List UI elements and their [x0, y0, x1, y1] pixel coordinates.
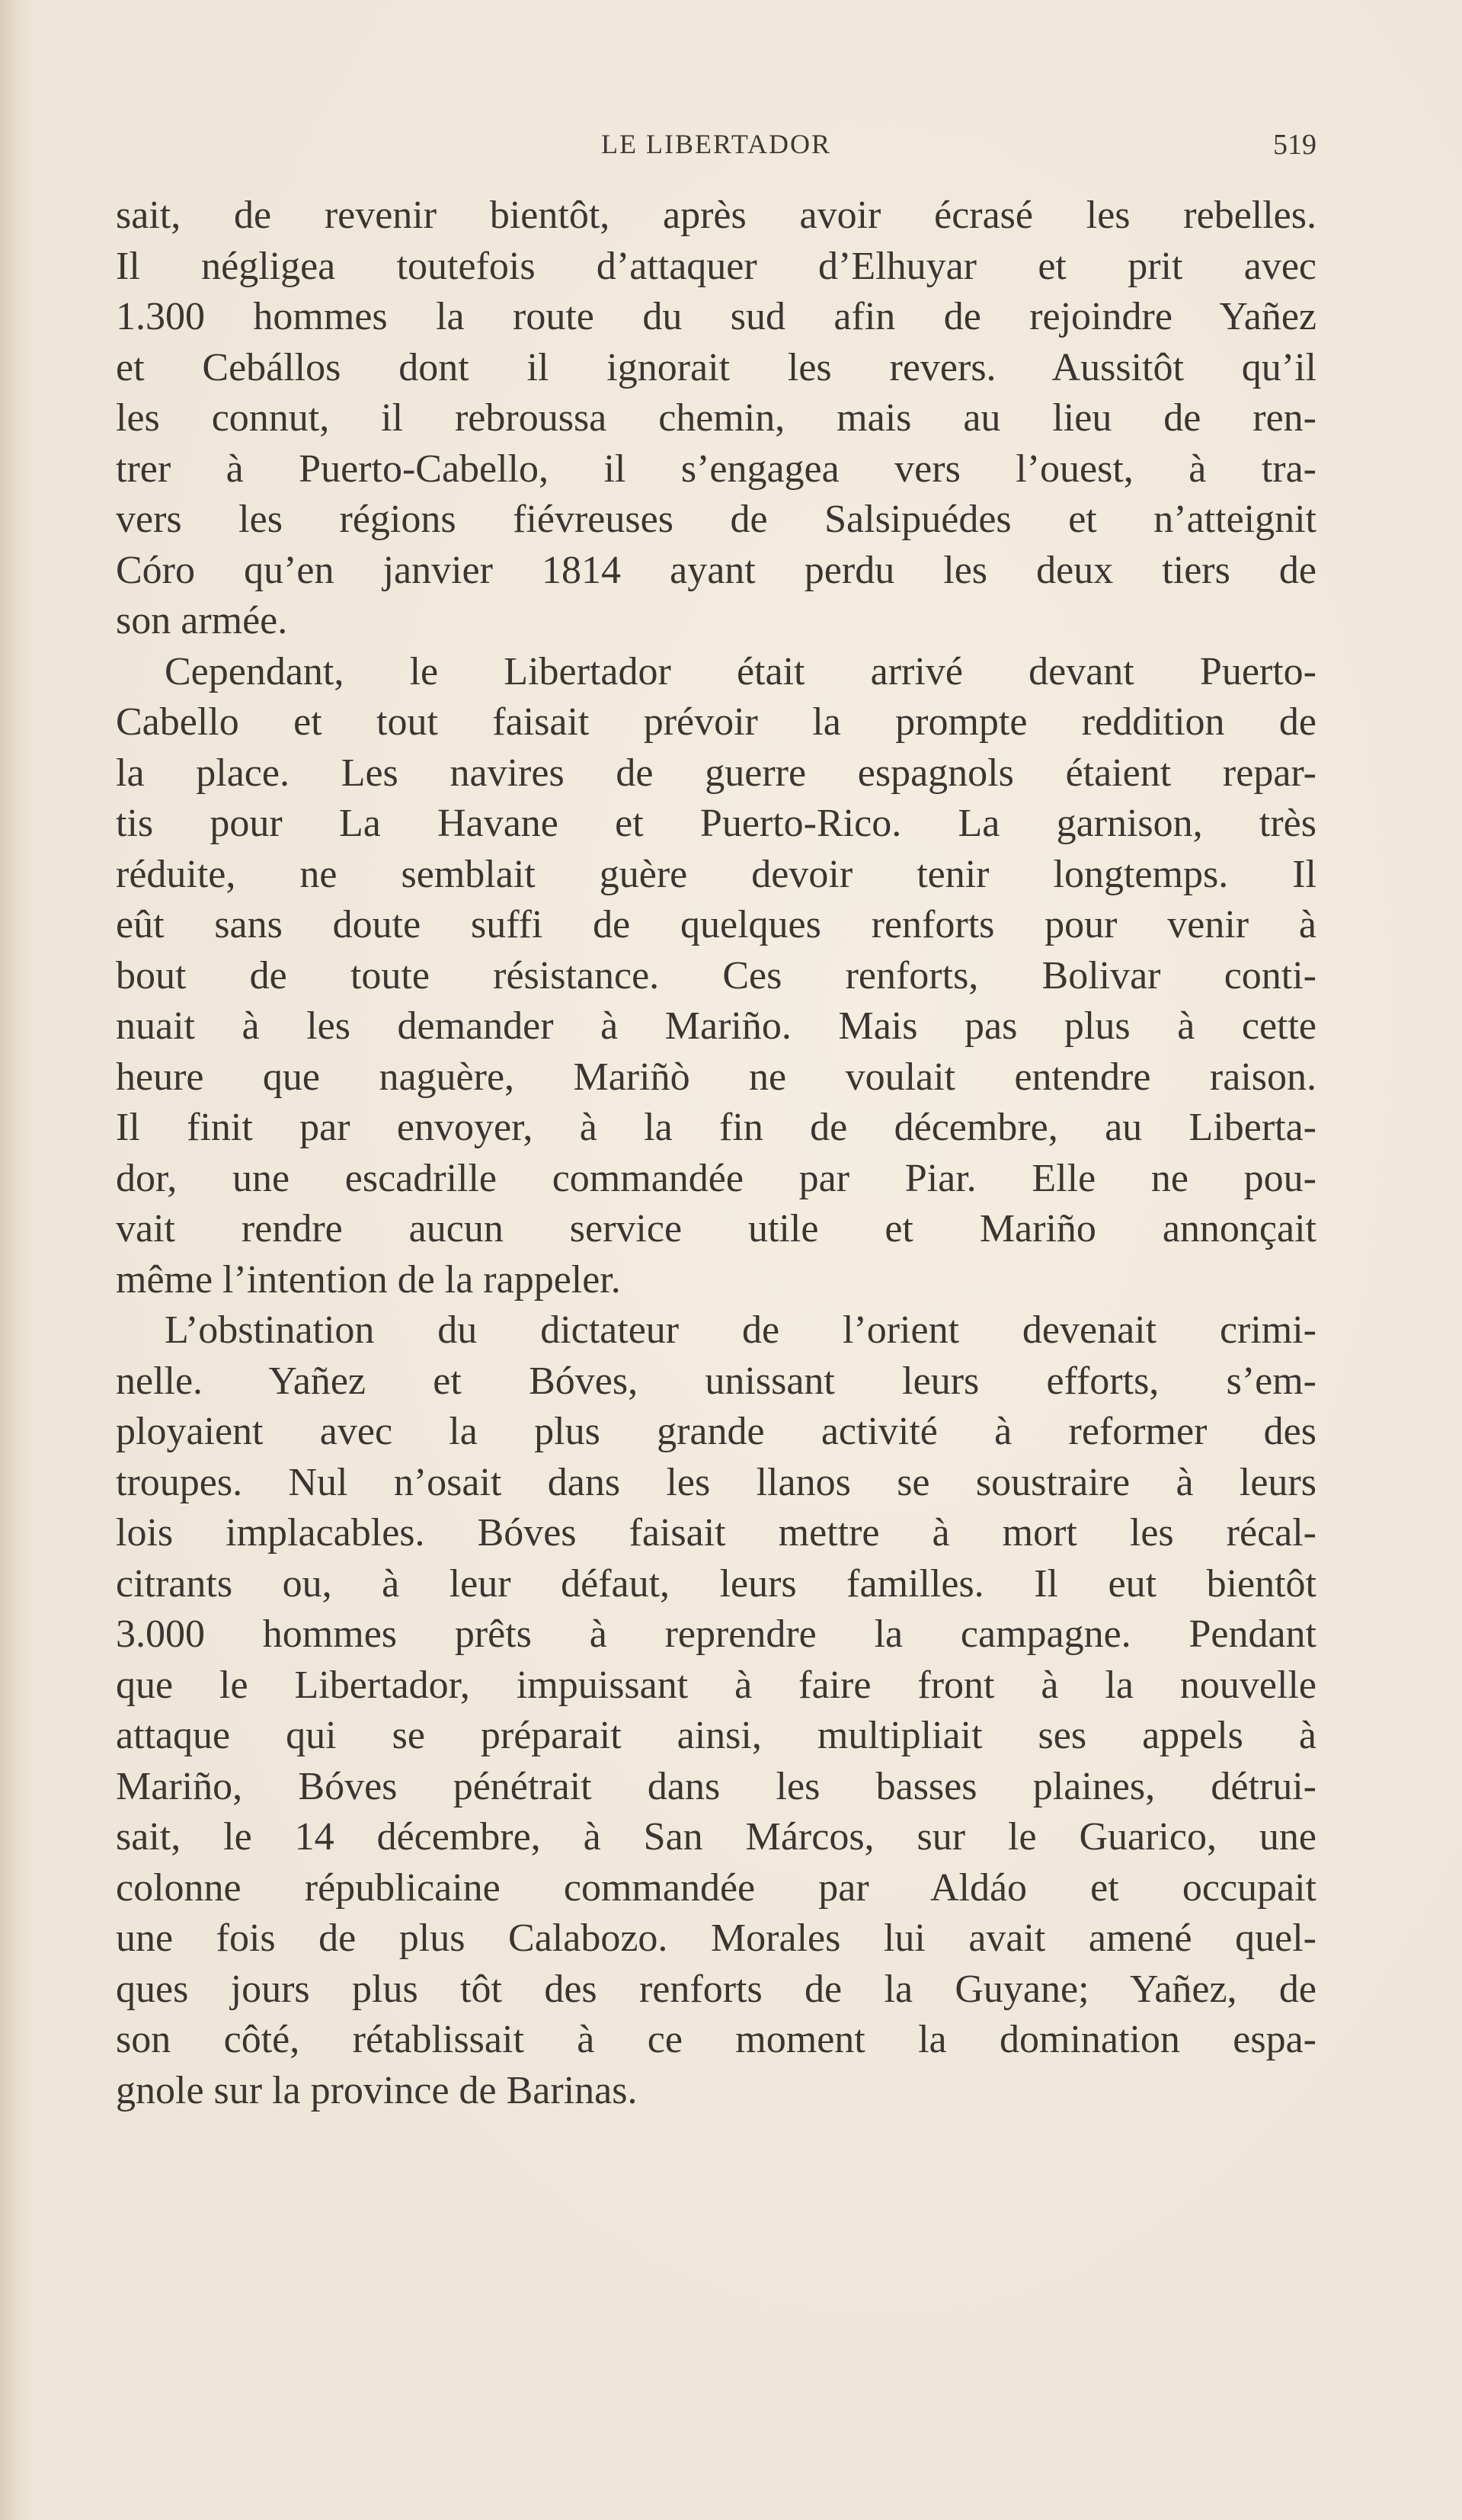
text-line: et Cebállos dont il ignorait les revers. Aussitôt qu’il [116, 345, 1316, 389]
body-text [116, 191, 1316, 2116]
text-line: la place. Les navires de guerre espagnols étaient repar- [116, 751, 1316, 795]
text-line: Cabello et tout faisait prévoir la prompte reddition de [116, 700, 1316, 744]
text-line: Il négligea toutefois d’attaquer d’Elhuyar et prit avec [116, 244, 1316, 288]
text-line: 1.300 hommes la route du sud afin de rejoindre Yañez [116, 295, 1316, 338]
text-line: attaque qui se préparait ainsi, multipliait ses appels à [116, 1714, 1316, 1757]
page-binding-edge [0, 0, 34, 2520]
text-line: Mariño, Bóves pénétrait dans les basses plaines, détrui- [116, 1764, 1316, 1808]
paragraph-end-line: même l’intention de la rappeler. [116, 1257, 621, 1302]
text-line: trer à Puerto-Cabello, il s’engagea vers l’ouest, à tra- [116, 447, 1316, 491]
text-line: son côté, rétablissait à ce moment la domination espa- [116, 2018, 1316, 2061]
text-line: Córo qu’en janvier 1814 ayant perdu les deux tiers de [116, 548, 1316, 592]
text-line: troupes. Nul n’osait dans les llanos se soustraire à leurs [116, 1460, 1316, 1504]
text-line: une fois de plus Calabozo. Morales lui avait amené quel- [116, 1916, 1316, 1960]
page-number: 519 [1273, 129, 1316, 161]
text-line: heure que naguère, Mariñò ne voulait entendre raison. [116, 1055, 1316, 1099]
text-line: eût sans doute suffi de quelques renforts pour venir à [116, 903, 1316, 946]
text-line: réduite, ne semblait guère devoir tenir longtemps. Il [116, 852, 1316, 896]
text-line: vers les régions fiévreuses de Salsipuédes et n’atteignit [116, 498, 1316, 541]
text-line: sait, le 14 décembre, à San Márcos, sur le Guarico, une [116, 1815, 1316, 1859]
text-line: que le Libertador, impuissant à faire front à la nouvelle [116, 1663, 1316, 1707]
text-line: vait rendre aucun service utile et Mariño annonçait [116, 1207, 1316, 1250]
text-line: bout de toute résistance. Ces renforts, Bolivar conti- [116, 953, 1316, 997]
text-line: citrants ou, à leur défaut, leurs familles. Il eut bientôt [116, 1561, 1316, 1606]
text-line: sait, de revenir bientôt, après avoir écrasé les rebelles. [116, 194, 1316, 237]
text-line: les connut, il rebroussa chemin, mais au lieu de ren- [116, 396, 1316, 440]
running-title: LE LIBERTADOR [601, 129, 831, 159]
paragraph-start-line: Cependant, le Libertador était arrivé devant Puerto- [165, 649, 1316, 693]
text-line: ployaient avec la plus grande activité à reformer des [116, 1410, 1316, 1453]
text-line: tis pour La Havane et Puerto-Rico. La garnison, très [116, 802, 1316, 845]
text-line: nelle. Yañez et Bóves, unissant leurs efforts, s’em- [116, 1359, 1316, 1403]
paragraph-end-line: gnole sur la province de Barinas. [116, 2068, 638, 2112]
paragraph-end-line: son armée. [116, 599, 288, 642]
text-line: Il finit par envoyer, à la fin de décembre, au Liberta- [116, 1106, 1316, 1149]
text-line: dor, une escadrille commandée par Piar. Elle ne pou- [116, 1156, 1316, 1200]
text-line: 3.000 hommes prêts à reprendre la campagne. Pendant [116, 1612, 1316, 1656]
paragraph-start-line: L’obstination du dictateur de l’orient devenait crimi- [165, 1308, 1316, 1352]
text-line: colonne républicaine commandée par Aldáo et occupait [116, 1865, 1316, 1910]
text-line: lois implacables. Bóves faisait mettre à mort les récal- [116, 1511, 1316, 1555]
text-line: ques jours plus tôt des renforts de la Guyane; Yañez, de [116, 1967, 1316, 2011]
page-header [116, 128, 1316, 166]
text-line: nuait à les demander à Mariño. Mais pas plus à cette [116, 1004, 1316, 1048]
